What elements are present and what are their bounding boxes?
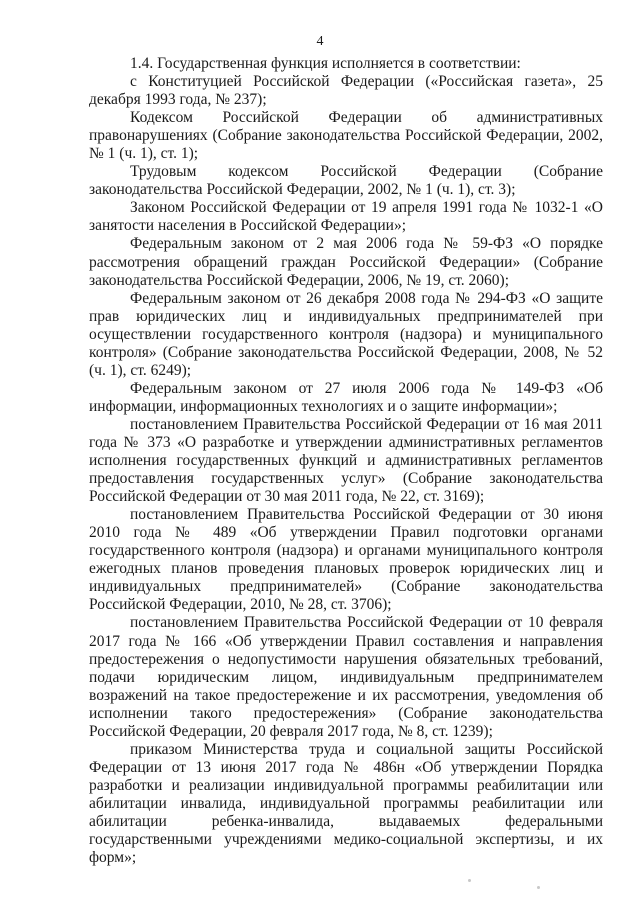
paragraph-law-294-fz: Федеральным законом от 26 декабря 2008 года № 294-ФЗ «О защите прав юридических лиц и индивидуальных предпринимателей при осуществлении государственного контроля (надзора) и муниципального контроля» (Собрание законодательства Российской Федерации, 2008, № 52 (ч. 1), ст. 6249); — [89, 289, 603, 379]
paragraph-resolution-489: постановлением Правительства Российской Федерации от 30 июня 2010 года № 489 «Об утверждении Правил подготовки органами государственного контроля (надзора) и органами муниципального контроля ежегодных планов проведения плановых проверок юридических лиц и индивидуальных предпринимателей» (Собрание законодательства Российской Федерации, 2010, № 28, ст. 3706); — [89, 506, 603, 614]
paragraph-law-59-fz: Федеральным законом от 2 мая 2006 года № 59-ФЗ «О порядке рассмотрения обращений граждан Российской Федерации» (Собрание законодательства Российской Федерации, 2006, № 19, ст. 2060); — [89, 235, 603, 289]
scan-speck — [537, 886, 540, 889]
paragraph-employment-law: Законом Российской Федерации от 19 апреля 1991 года № 1032-1 «О занятости населения в Российской Федерации»; — [89, 199, 603, 235]
paragraph-order-486n: приказом Министерства труда и социальной защиты Российской Федерации от 13 июня 2017 года № 486н «Об утверждении Порядка разработки и реализации индивидуальной программы реабилитации или абилитации инвалида, индивидуальной программы реабилитации или абилитации ребенка-инвалида, выдаваемых федеральными государственными учреждениями медико-социальной экспертизы, и их форм»; — [89, 740, 603, 867]
paragraph-constitution: с Конституцией Российской Федерации («Российская газета», 25 декабря 1993 года, № 237); — [89, 73, 603, 109]
paragraph-administrative-code: Кодексом Российской Федерации об административных правонарушениях (Собрание законодательства Российской Федерации, 2002, № 1 (ч. 1), ст. 1); — [89, 109, 603, 163]
paragraph-resolution-373: постановлением Правительства Российской Федерации от 16 мая 2011 года № 373 «О разработке и утверждении административных регламентов исполнения государственных функций и административных регламентов предоставления государственных услуг» (Собрание законодательства Российской Федерации от 30 мая 2011 года, № 22, ст. 3169); — [89, 415, 603, 506]
scan-speck — [468, 879, 471, 882]
paragraph-intro: 1.4. Государственная функция исполняется в соответствии: — [130, 55, 521, 72]
paragraph-labor-code: Трудовым кодексом Российской Федерации (Собрание законодательства Российской Федерации, 2002, № 1 (ч. 1), ст. 3); — [89, 163, 603, 199]
document-body — [89, 55, 603, 867]
paragraph-law-149-fz: Федеральным законом от 27 июля 2006 года № 149-ФЗ «Об информации, информационных технологиях и о защите информации»; — [89, 379, 603, 415]
page-number: 4 — [316, 34, 324, 49]
paragraph-resolution-166: постановлением Правительства Российской Федерации от 10 февраля 2017 года № 166 «Об утверждении Правил составления и направления предостережения о недопустимости нарушения обязательных требований, подачи юридическим лицом, индивидуальным предпринимателем возражений на такое предостережение и их рассмотрения, уведомления об исполнении такого предостережения» (Собрание законодательства Российской Федерации, 20 февраля 2017 года, № 8, ст. 1239); — [89, 614, 603, 740]
